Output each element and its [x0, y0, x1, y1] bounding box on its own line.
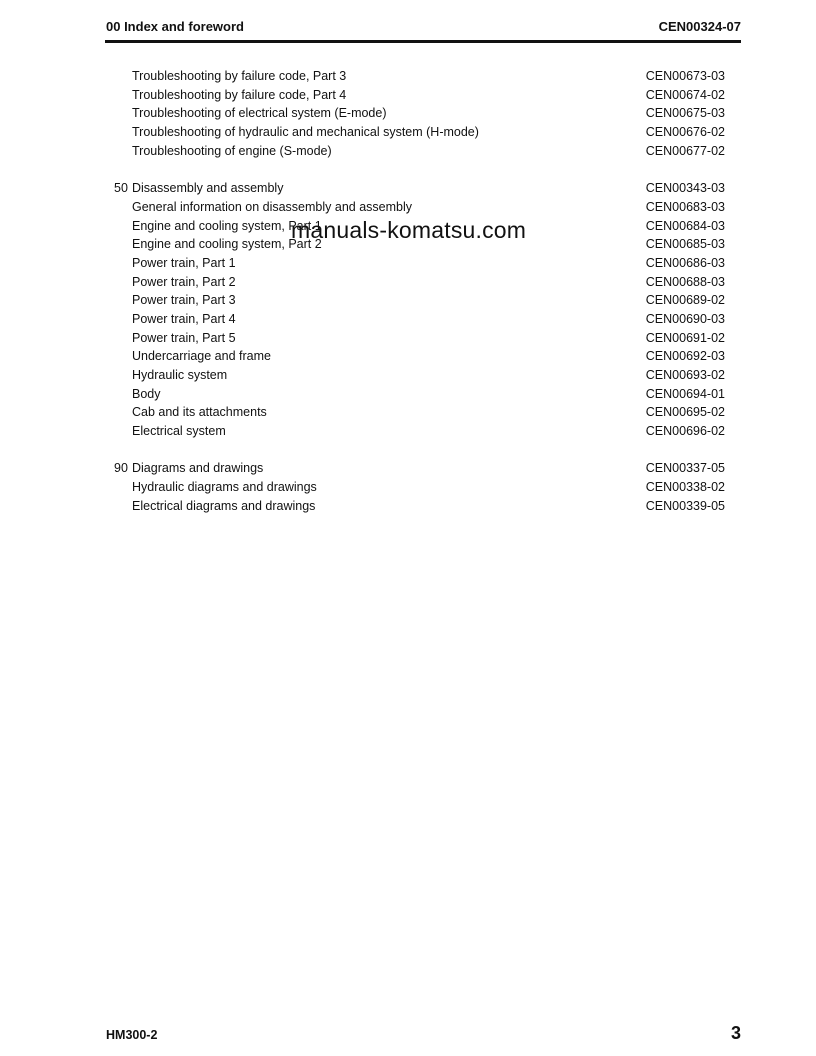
toc-entry-title: Troubleshooting of hydraulic and mechanical system (H-mode) — [132, 125, 479, 140]
toc-row — [0, 86, 816, 105]
toc-entry-title: Hydraulic diagrams and drawings — [132, 480, 317, 495]
toc-section-code: CEN00343-03 — [645, 181, 725, 196]
toc-row — [0, 329, 816, 348]
toc-entry-code: CEN00691-02 — [645, 330, 725, 345]
toc-row — [0, 67, 816, 86]
toc-section-code: CEN00337-05 — [645, 461, 725, 476]
toc-entry-code: CEN00674-02 — [645, 87, 725, 102]
toc-row — [0, 385, 816, 404]
header-rule — [105, 40, 741, 43]
toc-entry-title: Power train, Part 4 — [132, 311, 236, 326]
toc-entry-code: CEN00676-02 — [645, 125, 725, 140]
toc-row — [0, 403, 816, 422]
toc-row — [0, 104, 816, 123]
toc-entry-code: CEN00339-05 — [645, 498, 725, 513]
toc-entry-title: Electrical diagrams and drawings — [132, 498, 316, 513]
toc-entry-title: Troubleshooting of engine (S-mode) — [132, 143, 332, 158]
toc-entry-code: CEN00690-03 — [645, 311, 725, 326]
toc-entry-code: CEN00675-03 — [645, 106, 725, 121]
toc-entry-code: CEN00695-02 — [645, 405, 725, 420]
toc-entry-title: Electrical system — [132, 424, 226, 439]
toc-row — [0, 254, 816, 273]
toc-entry-code: CEN00693-02 — [645, 368, 725, 382]
toc-entry-code: CEN00338-02 — [645, 480, 725, 495]
toc-section-row — [0, 459, 816, 478]
toc-entry-code: CEN00684-03 — [645, 218, 725, 233]
toc-entry-title: Troubleshooting by failure code, Part 3 — [132, 69, 347, 83]
footer-model: HM300-2 — [106, 1028, 158, 1042]
toc-entry-title: Power train, Part 5 — [132, 330, 236, 345]
toc-entry-title: Cab and its attachments — [132, 405, 267, 420]
header-section-title: 00 Index and foreword — [106, 19, 244, 34]
watermark: manuals-komatsu.com — [291, 217, 527, 243]
toc-section-row — [0, 179, 816, 198]
toc-row — [0, 497, 816, 516]
spacer — [0, 441, 816, 460]
toc-row — [0, 142, 816, 161]
toc-row — [0, 478, 816, 497]
toc-entry-title: Power train, Part 1 — [132, 255, 236, 270]
toc-entry-code: CEN00692-03 — [645, 349, 725, 364]
toc-entry-title: Undercarriage and frame — [132, 349, 271, 364]
toc-entry-title: Body — [132, 386, 161, 401]
toc-entry-title: Hydraulic system — [132, 368, 228, 382]
toc-row — [0, 310, 816, 329]
toc-entry-code: CEN00683-03 — [645, 199, 725, 214]
toc-row — [0, 366, 816, 385]
toc-entry-title: Troubleshooting of electrical system (E-mode) — [132, 106, 387, 121]
toc-entry-code: CEN00673-03 — [645, 69, 725, 83]
page-number: 3 — [730, 1023, 741, 1043]
table-of-contents — [0, 67, 816, 516]
toc-row — [0, 291, 816, 310]
toc-row — [0, 198, 816, 217]
toc-entry-code: CEN00688-03 — [645, 274, 725, 289]
toc-section-number: 50 — [114, 181, 128, 196]
spacer — [0, 160, 816, 179]
toc-row — [0, 422, 816, 441]
toc-entry-title: Engine and cooling system, Part 1 — [132, 218, 322, 233]
toc-entry-title: Power train, Part 3 — [132, 293, 236, 308]
toc-entry-code: CEN00686-03 — [645, 255, 725, 270]
toc-row — [0, 123, 816, 142]
toc-section-title: Diagrams and drawings — [132, 461, 264, 476]
toc-entry-title: Engine and cooling system, Part 2 — [132, 237, 322, 252]
header-doc-code: CEN00324-07 — [658, 19, 741, 34]
toc-row — [0, 347, 816, 366]
toc-row — [0, 273, 816, 292]
toc-section-title: Disassembly and assembly — [132, 181, 284, 196]
toc-entry-title: Troubleshooting by failure code, Part 4 — [132, 87, 347, 102]
toc-section-number: 90 — [114, 461, 128, 476]
toc-entry-code: CEN00685-03 — [645, 237, 725, 252]
toc-entry-title: General information on disassembly and assembly — [132, 199, 412, 214]
toc-entry-code: CEN00694-01 — [645, 386, 725, 401]
toc-entry-code: CEN00689-02 — [645, 293, 725, 308]
toc-entry-code: CEN00677-02 — [645, 143, 725, 158]
toc-entry-code: CEN00696-02 — [645, 424, 725, 439]
toc-entry-title: Power train, Part 2 — [132, 274, 236, 289]
